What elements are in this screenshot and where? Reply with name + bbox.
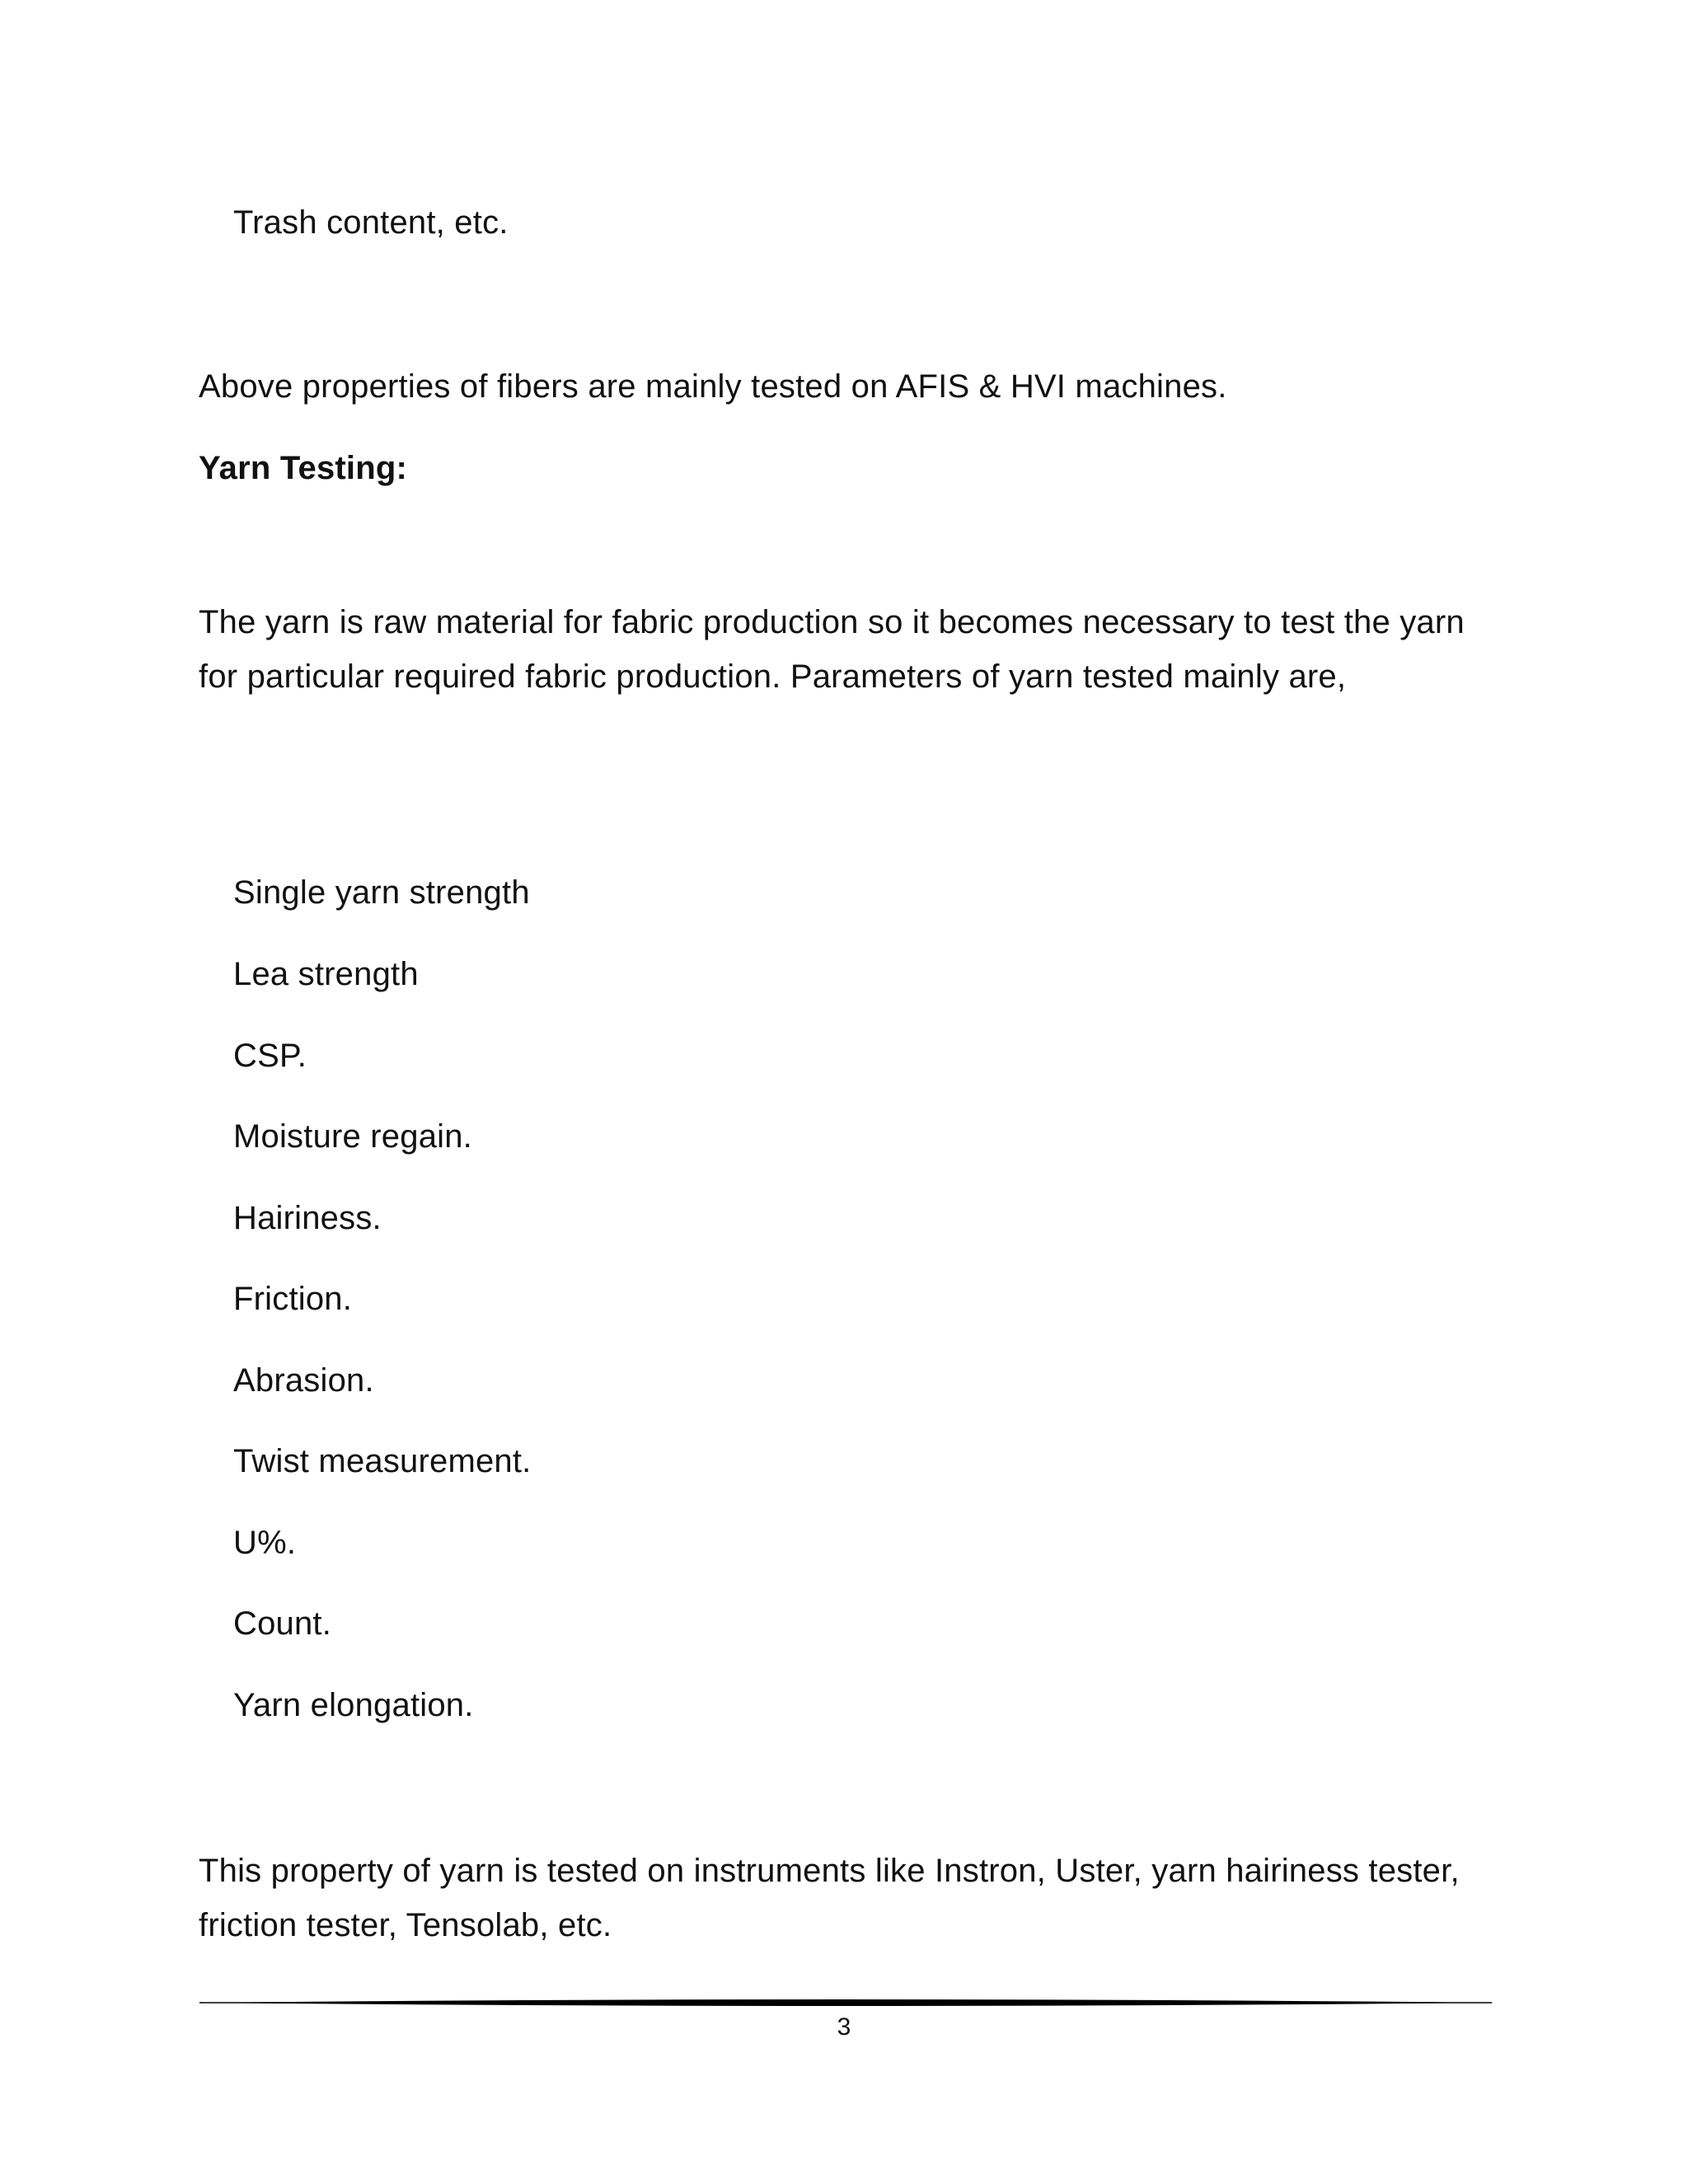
list-item-trash-content: Trash content, etc.	[233, 204, 509, 241]
list-item: Single yarn strength	[233, 874, 530, 911]
list-item: Count.	[233, 1605, 332, 1642]
paragraph-yarn-intro: The yarn is raw material for fabric production so it becomes necessary to test the yarn for particular required fabric production. Parameters of yarn tested mainly are,	[199, 604, 1465, 695]
list-item: Lea strength	[233, 956, 419, 992]
list-item: Twist measurement.	[233, 1443, 532, 1479]
page-number: 3	[837, 2013, 851, 2041]
list-item: Yarn elongation.	[233, 1687, 474, 1723]
list-item: Hairiness.	[233, 1200, 382, 1236]
list-item: Moisture regain.	[233, 1118, 472, 1155]
list-item: CSP.	[233, 1038, 307, 1074]
paragraph-instruments: This property of yarn is tested on instruments like Instron, Uster, yarn hairiness tester, friction tester, Tensolab, etc.	[199, 1853, 1460, 1943]
footer-divider	[199, 1993, 1492, 2013]
section-heading-yarn-testing: Yarn Testing:	[199, 450, 408, 486]
list-item: U%.	[233, 1525, 297, 1561]
list-item: Abrasion.	[233, 1362, 374, 1399]
list-item: Friction.	[233, 1281, 353, 1317]
paragraph-afis-hvi: Above properties of fibers are mainly tested on AFIS & HVI machines.	[199, 368, 1227, 405]
